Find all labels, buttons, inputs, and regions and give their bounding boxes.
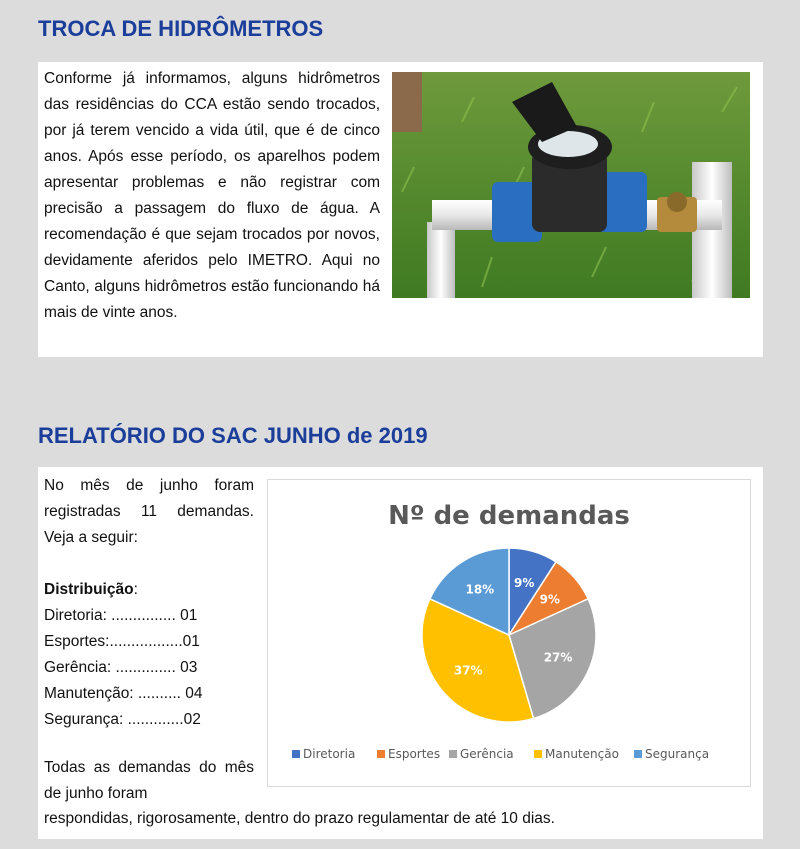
legend-label-gerência: Gerência [460,747,514,761]
pie-label-segurança: 18% [465,582,495,597]
legend-label-segurança: Segurança [645,747,710,761]
closing-paragraph: Todas as demandas do mês de junho foram [44,759,254,802]
legend-swatch-diretoria [292,750,300,758]
distribution-item-gerencia: Gerência: .............. 03 [44,659,198,676]
legend-swatch-segurança [634,750,642,758]
legend-label-esportes: Esportes [388,747,441,761]
relatorio-card [38,467,763,839]
chart-title: Nº de demandas [388,501,630,531]
pie-label-diretoria: 9% [514,576,535,591]
hidrometros-paragraph: Conforme já informamos, alguns hidrômetros das residências do CCA estão sendo trocados, por já terem vencido a vida útil, que é de cinco anos. Após esse período, os aparelhos podem apresentar problemas e não registrar com precisão a passagem do fluxo de água. A recomendação é que sejam trocados por novos, devidamente aferidos pelo IMETRO. Aqui no Canto, alguns hidrômetros estão funcionando há mais de vinte anos. [44,70,380,321]
legend-swatch-manutenção [534,750,542,758]
distribution-item-esportes: Esportes:.................01 [44,633,200,650]
distribution-item-seguranca: Segurança: .............02 [44,711,201,728]
distribution-item-diretoria: Diretoria: ............... 01 [44,607,198,624]
pie-label-esportes: 9% [539,592,560,607]
pie-label-gerência: 27% [543,650,573,665]
legend-swatch-esportes [377,750,385,758]
hidrometros-card [38,62,763,357]
water-meter-photo [392,72,750,298]
legend-label-diretoria: Diretoria [303,747,356,761]
section-title-relatorio: RELATÓRIO DO SAC JUNHO de 2019 [38,423,428,448]
legend-label-manutenção: Manutenção [545,747,619,761]
demandas-pie-chart [267,479,751,787]
pie-label-manutenção: 37% [453,663,483,678]
distribution-heading: Distribuição: [44,581,138,598]
section-title-hidrometros: TROCA DE HIDRÔMETROS [38,16,324,41]
legend-swatch-gerência [449,750,457,758]
distribution-list [44,577,203,733]
distribution-item-manutencao: Manutenção: .......... 04 [44,685,203,702]
intro-paragraph: No mês de junho foram registradas 11 demandas. Veja a seguir: [44,477,254,546]
closing-paragraph-end: respondidas, rigorosamente, dentro do prazo regulamentar de até 10 dias. [44,810,555,827]
